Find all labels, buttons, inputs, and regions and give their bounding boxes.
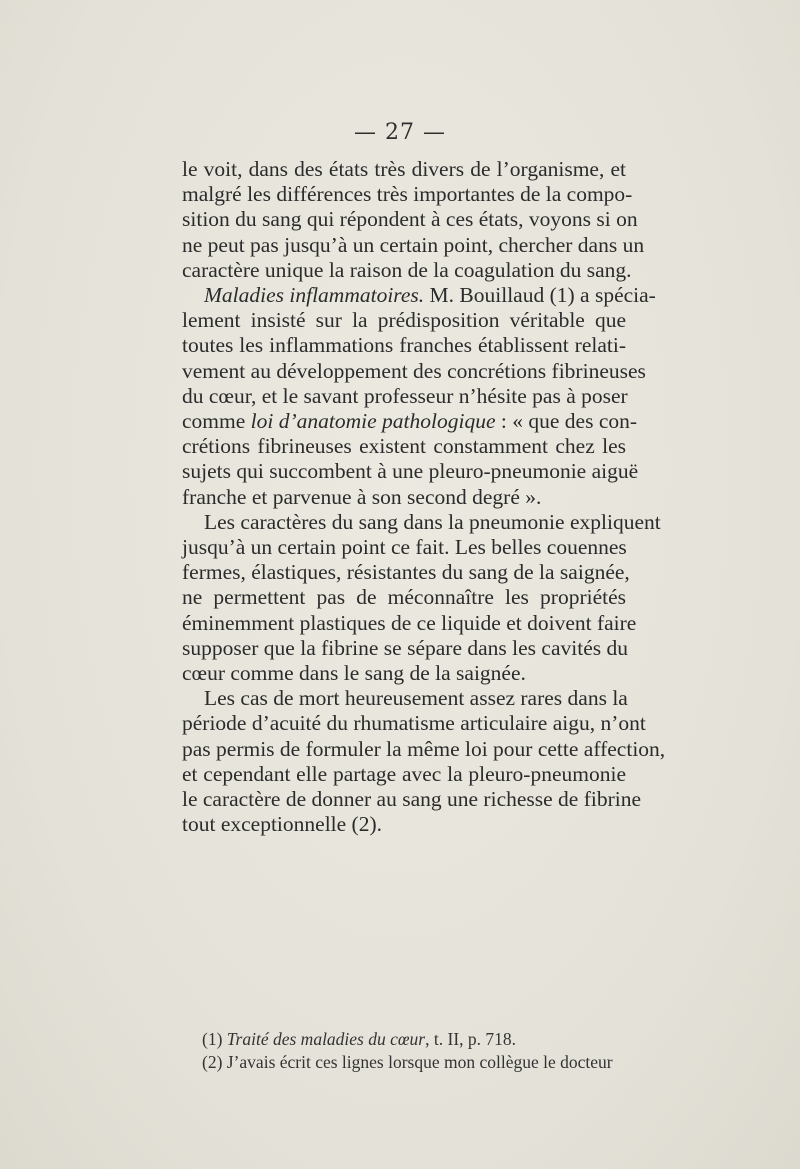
text-line: sujets qui succombent à une pleuro-pneumonie aiguë (182, 459, 639, 484)
text-line (182, 409, 638, 434)
text-line: cœur comme dans le sang de la saignée. (182, 661, 526, 686)
paragraph (182, 283, 656, 510)
text-line: caractère unique la raison de la coagulation du sang. (182, 257, 632, 282)
text-line: fermes, élastiques, résistantes du sang de la saignée, (182, 560, 630, 585)
footnote-text: J’avais écrit ces lignes lorsque mon collègue le docteur (226, 1052, 613, 1072)
footnote-marker: (2) (202, 1052, 227, 1072)
text-line: Les cas de mort heureusement assez rares dans la (204, 686, 628, 711)
text-line: et cependant elle partage avec la pleuro-pneumonie (182, 761, 626, 786)
text-line: lement insisté sur la prédisposition véritable que (182, 308, 626, 333)
text-line: toutes les inflammations franches établissent relati- (182, 333, 626, 358)
text-line: malgré les différences très importantes de la compo- (182, 182, 633, 207)
text-line: crétions fibrineuses existent constamment chez les (182, 434, 626, 459)
footnote-text: , t. II, p. 718. (425, 1029, 517, 1049)
text-line (182, 283, 656, 308)
footnote-marker: (1) (202, 1029, 227, 1049)
text-line: le caractère de donner au sang une richesse de fibrine (182, 787, 642, 812)
paragraph (182, 509, 661, 686)
text-line: tout exceptionnelle (2). (182, 812, 382, 837)
text-line: le voit, dans des états très divers de l’organisme, et (182, 157, 626, 181)
text-line: supposer que la fibrine se sépare dans les cavités du (182, 635, 628, 660)
text-line: sition du sang qui répondent à ces états, voyons si on (182, 207, 638, 232)
italic-run: loi d’anatomie pathologique (250, 409, 496, 434)
text-run: comme (182, 409, 251, 434)
body-text (182, 157, 666, 837)
footnote (182, 1028, 626, 1051)
page-number: — 27 — (354, 120, 446, 145)
footnotes (182, 1028, 626, 1074)
paragraph (182, 686, 666, 837)
text-line: pas permis de formuler la même loi pour cette affection, (182, 736, 666, 761)
footnote (182, 1051, 626, 1074)
paragraph (182, 157, 645, 283)
text-line: du cœur, et le savant professeur n’hésite pas à poser (182, 383, 628, 408)
text-line: franche et parvenue à son second degré ». (182, 484, 542, 509)
text-line: ne peut pas jusqu’à un certain point, chercher dans un (182, 232, 645, 257)
text-line: éminemment plastiques de ce liquide et doivent faire (182, 610, 637, 635)
text-run: M. Bouillaud (1) a spécia- (424, 283, 656, 308)
text-run: : « que des con- (495, 409, 638, 434)
section-heading: Maladies inflammatoires. (204, 283, 425, 308)
text-line: ne permettent pas de méconnaître les propriétés (182, 585, 626, 610)
text-line: vement au développement des concrétions fibrineuses (182, 358, 646, 383)
text-line: jusqu’à un certain point ce fait. Les belles couennes (182, 535, 627, 560)
text-line: période d’acuité du rhumatisme articulaire aigu, n’ont (182, 711, 646, 736)
text-line: Les caractères du sang dans la pneumonie expliquent (204, 509, 661, 534)
footnote-title: Traité des maladies du cœur (226, 1029, 426, 1049)
